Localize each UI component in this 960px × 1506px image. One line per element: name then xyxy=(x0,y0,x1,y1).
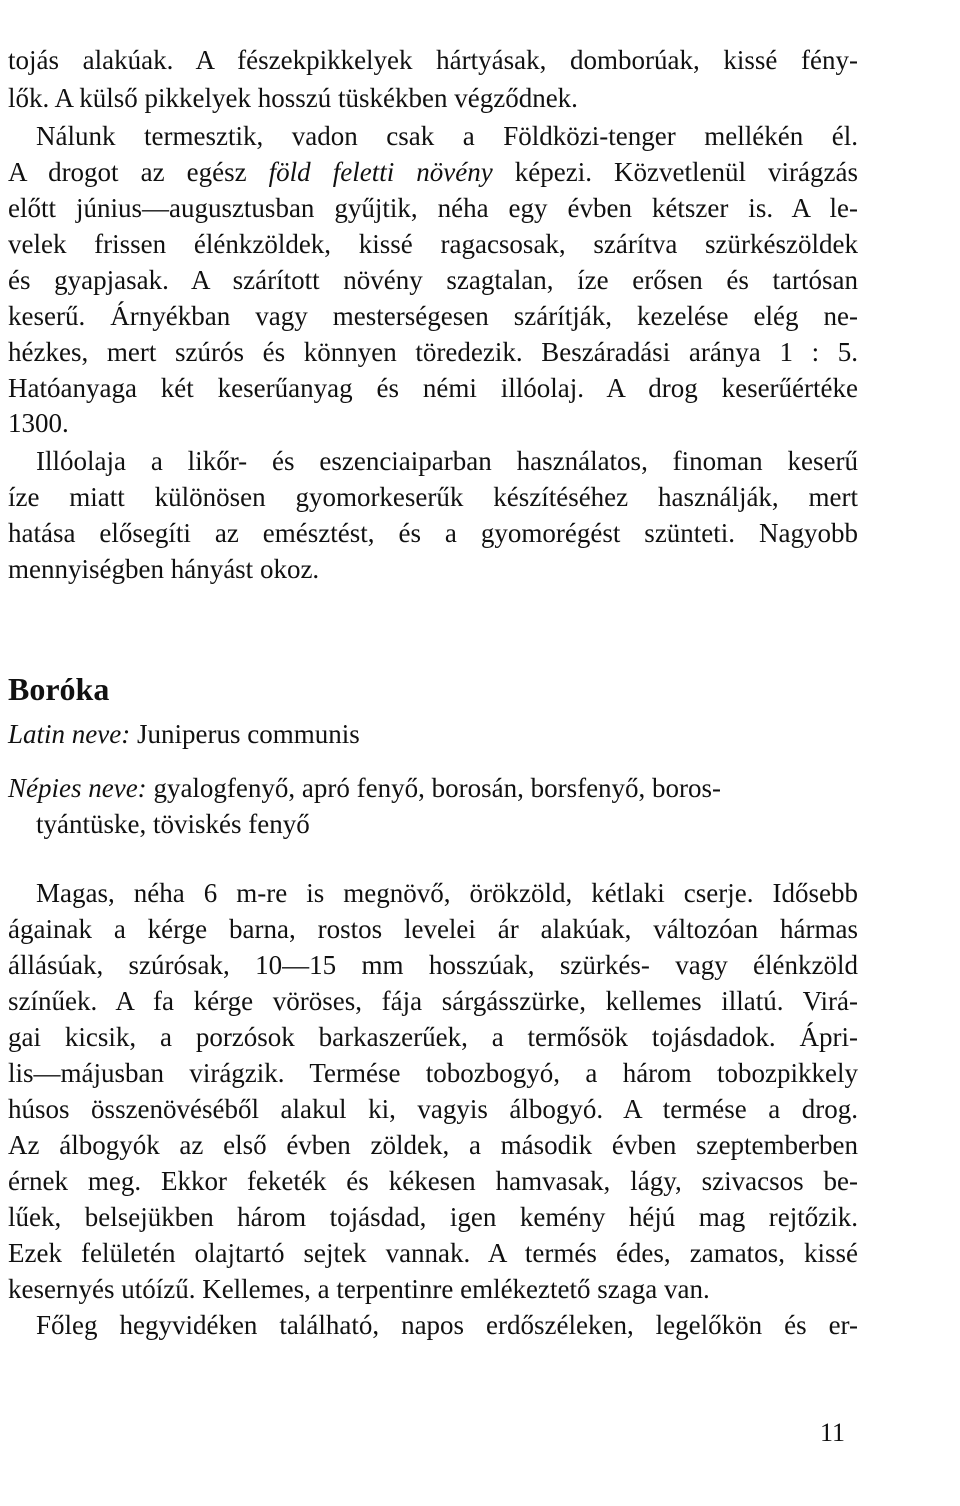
section-heading: Boróka xyxy=(8,671,110,707)
text-line: gai kicsik, a porzósok barkaszerűek, a termősök tojásdadok. Ápri- xyxy=(8,1022,858,1052)
latin-name-line xyxy=(8,716,360,752)
text-line: lők. A külső pikkelyek hosszú tüskékben végződnek. xyxy=(8,83,578,113)
text-line: íze miatt különösen gyomorkeserűk készítéséhez használják, mert xyxy=(8,482,858,512)
text-line: Nálunk termesztik, vadon csak a Földközi-tenger mellékén él. xyxy=(36,121,858,151)
text-line: Magas, néha 6 m-re is megnövő, örökzöld, kétlaki cserje. Idősebb xyxy=(36,878,858,908)
text-line: Az álbogyók az első évben zöldek, a második évben szeptemberben xyxy=(8,1130,858,1160)
text-line: és gyapjasak. A szárított növény szagtalan, íze erősen és tartósan xyxy=(8,265,858,295)
italic-term: föld feletti növény xyxy=(268,157,493,187)
text-line: érnek meg. Ekkor feketék és kékesen hamvasak, lágy, szivacsos be- xyxy=(8,1166,858,1196)
text-line: Illóolaja a likőr- és eszenciaiparban használatos, finoman keserű xyxy=(36,446,858,476)
text-line: lűek, belsejükben három tojásdad, igen kemény héjú mag rejtőzik. xyxy=(8,1202,858,1232)
latin-name-value: Juniperus communis xyxy=(130,719,360,749)
text-line: állásúak, szúrósak, 10—15 mm hosszúak, szürkés- vagy élénkzöld xyxy=(8,950,858,980)
text-line: előtt június—augusztusban gyűjtik, néha egy évben kétszer is. A le- xyxy=(8,193,858,223)
folk-name-line xyxy=(8,770,721,806)
text-line-mixed xyxy=(8,154,858,190)
page-number: 11 xyxy=(820,1418,846,1447)
text-line: ágainak a kérge barna, rostos levelei ár alakúak, változóan hármas xyxy=(8,914,858,944)
text-line: színűek. A fa kérge vöröses, fája sárgásszürke, kellemes illatú. Virá- xyxy=(8,986,858,1016)
text-line: húsos összenövéséből alakul ki, vagyis álbogyó. A termése a drog. xyxy=(8,1094,858,1124)
text-line: lis—májusban virágzik. Termése tobozbogyó, a három tobozpikkely xyxy=(8,1058,858,1088)
latin-name-label: Latin neve: xyxy=(8,719,131,749)
text-line: keserű. Árnyékban vagy mesterségesen szárítják, kezelése elég ne- xyxy=(8,301,858,331)
text-line: Ezek felületén olajtartó sejtek vannak. A termés édes, zamatos, kissé xyxy=(8,1238,858,1268)
text-line: Főleg hegyvidéken található, napos erdőszéleken, legelőkön és er- xyxy=(36,1310,858,1340)
text-line: 1300. xyxy=(8,408,69,438)
text-line: hatása elősegíti az emésztést, és a gyomorégést szünteti. Nagyobb xyxy=(8,518,858,548)
folk-name-label: Népies neve: xyxy=(8,773,147,803)
text-line: mennyiségben hányást okoz. xyxy=(8,554,320,584)
text-line: hézkes, mert szúrós és könnyen töredezik. Beszáradási aránya 1 : 5. xyxy=(8,337,858,367)
folk-name-value: gyalogfenyő, apró fenyő, borosán, borsfenyő, boros- xyxy=(146,773,722,803)
folk-name-line-continued: tyántüske, töviskés fenyő xyxy=(36,809,310,839)
text-line: kesernyés utóízű. Kellemes, a terpentinre emlékeztető szaga van. xyxy=(8,1274,710,1304)
text-span: A drogot az egész xyxy=(8,157,269,187)
text-span: képezi. Közvetlenül virágzás xyxy=(492,157,859,187)
text-line: velek frissen élénkzöldek, kissé ragacsosak, szárítva szürkészöldek xyxy=(8,229,858,259)
text-line: tojás alakúak. A fészekpikkelyek hártyásak, domborúak, kissé fény- xyxy=(8,45,858,75)
text-line: Hatóanyaga két keserűanyag és némi illóolaj. A drog keserűértéke xyxy=(8,373,858,403)
